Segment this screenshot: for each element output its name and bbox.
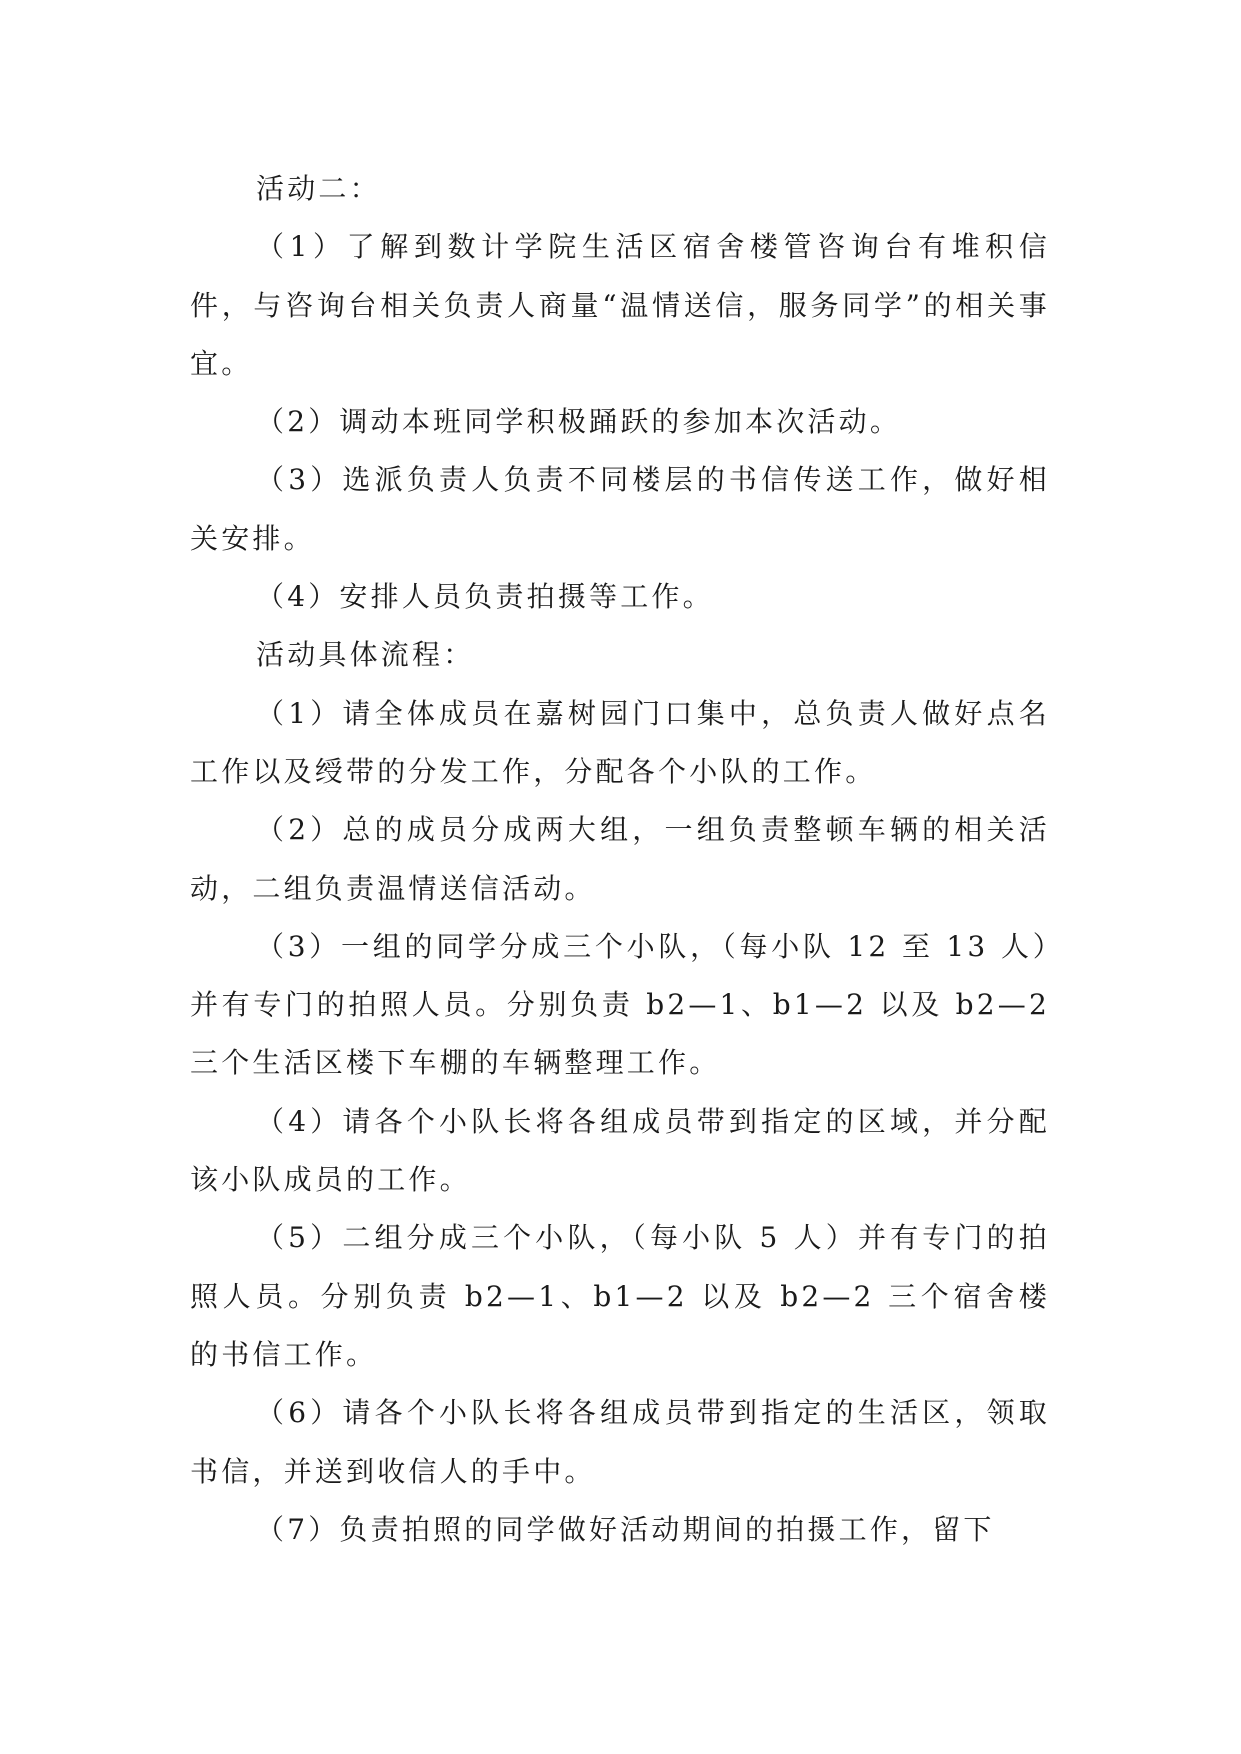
paragraph-item-3: （3）选派负责人负责不同楼层的书信传送工作，做好相关安排。 [190, 463, 1050, 555]
process-step-3: （3）一组的同学分成三个小队，（每小队 12 至 13 人）并有专门的拍照人员。分别负责 b2—1、b1—2 以及 b2—2 三个生活区楼下车棚的车辆整理工作。 [190, 929, 1050, 1080]
paragraph-item-1: （1）了解到数计学院生活区宿舍楼管咨询台有堆积信件，与咨询台相关负责人商量“温情送信，服务同学”的相关事宜。 [190, 230, 1050, 380]
process-step-7: （7）负责拍照的同学做好活动期间的拍摄工作，留下 [256, 1512, 995, 1546]
process-step-6: （6）请各个小队长将各组成员带到指定的生活区，领取书信，并送到收信人的手中。 [190, 1396, 1050, 1488]
paragraph-item-2: （2）调动本班同学积极踊跃的参加本次活动。 [256, 405, 902, 439]
process-step-2: （2）总的成员分成两大组，一组负责整顿车辆的相关活动，二组负责温情送信活动。 [190, 813, 1050, 905]
document-body [190, 160, 1050, 1559]
heading-activity-process: 活动具体流程： [256, 638, 475, 672]
process-step-5: （5）二组分成三个小队，（每小队 5 人）并有专门的拍照人员。分别负责 b2—1、b1—2 以及 b2—2 三个宿舍楼的书信工作。 [190, 1221, 1050, 1371]
paragraph-item-4: （4）安排人员负责拍摄等工作。 [256, 580, 714, 614]
process-step-4: （4）请各个小队长将各组成员带到指定的区域，并分配该小队成员的工作。 [190, 1104, 1050, 1197]
heading-activity-two: 活动二： [256, 172, 381, 205]
process-step-1: （1）请全体成员在嘉树园门口集中，总负责人做好点名工作以及绶带的分发工作，分配各个小队的工作。 [190, 696, 1050, 788]
